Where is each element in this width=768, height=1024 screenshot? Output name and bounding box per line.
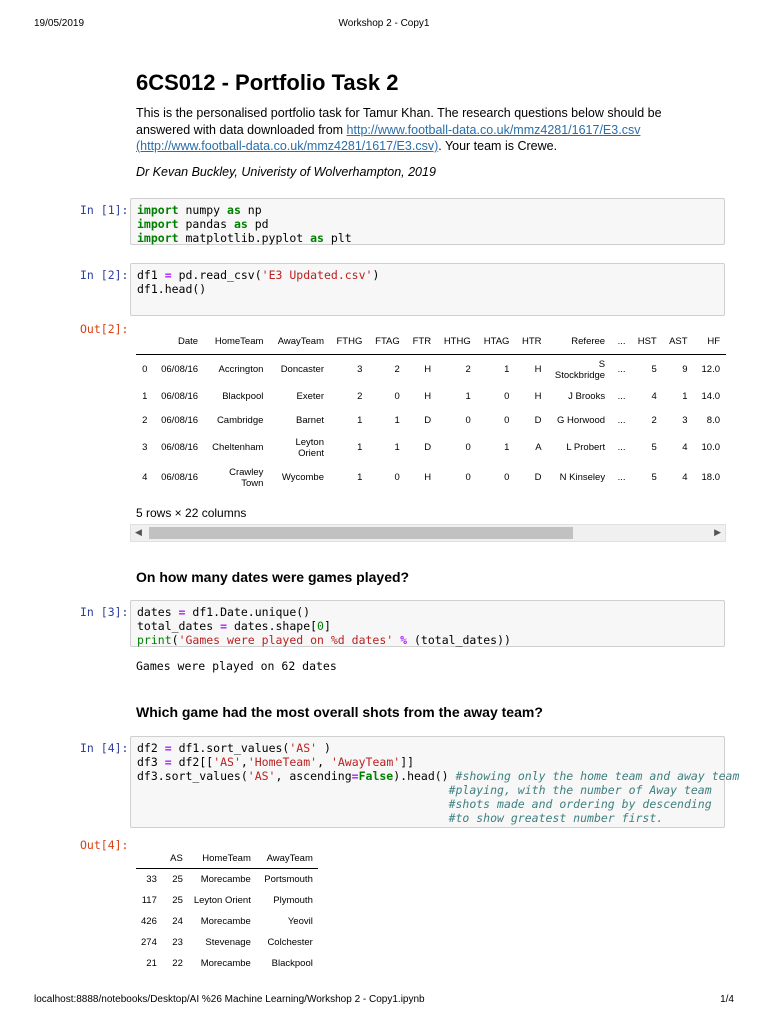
col-header-ftr: FTR	[406, 328, 437, 355]
table-cell: Accrington	[218, 364, 264, 376]
table-cell: Blackpool	[222, 391, 264, 402]
dataframe-table-2	[136, 848, 318, 974]
in-prompt-2: In [2]:	[80, 268, 129, 282]
dataframe-table-1	[136, 328, 726, 493]
table-cell: D	[534, 472, 542, 483]
table-cell: 0	[394, 391, 400, 402]
table-cell: 5	[651, 364, 657, 376]
table-cell: Morecambe	[200, 958, 251, 969]
table-cell: 2	[142, 415, 148, 426]
table-cell: 8.0	[706, 415, 720, 426]
table-cell: H	[424, 364, 432, 376]
table-cell: 06/08/16	[161, 364, 199, 376]
table-cell: 274	[141, 937, 157, 948]
table-cell: Plymouth	[273, 895, 313, 906]
table-cell: Leyton Orient	[193, 895, 251, 906]
table-cell: Exeter	[296, 391, 324, 402]
table-row	[136, 463, 726, 493]
code-cell-3[interactable]: dates = df1.Date.unique() total_dates = dates.shape[0] print('Games were played on %d dates' % (total_dates))	[130, 600, 725, 647]
table-cell: 426	[141, 916, 157, 927]
data-link[interactable]: http://www.football-data.co.uk/mmz4281/1617/E3.csv	[346, 122, 641, 137]
table-cell: L Probert	[566, 442, 606, 453]
table-cell: 25	[172, 874, 183, 885]
table-cell: 0	[465, 442, 471, 453]
table-cell: 3	[142, 442, 148, 453]
table-cell: Leyton Orient	[295, 436, 324, 459]
col-header-htr: HTR	[515, 328, 547, 355]
table-cell: 1	[504, 364, 510, 376]
print-footer	[34, 994, 734, 1008]
table-cell: 0	[504, 415, 510, 426]
table-cell: 0	[504, 472, 510, 483]
intro-suffix: . Your team is Crewe.	[438, 139, 558, 153]
table-cell: Crawley Town	[229, 466, 264, 489]
table-cell: 117	[141, 895, 157, 906]
print-date: 19/05/2019	[34, 18, 85, 29]
table-cell: 2	[465, 364, 471, 376]
table-cell: 1	[504, 442, 510, 453]
table-row	[136, 355, 726, 385]
table-cell: D	[534, 415, 542, 426]
table-cell: ...	[617, 391, 626, 402]
table-cell: Barnet	[296, 415, 324, 426]
data-link-text[interactable]: (http://www.football-data.co.uk/mmz4281/1617/E3.csv)	[136, 139, 439, 153]
table-row	[136, 953, 318, 974]
table-cell: 06/08/16	[161, 442, 199, 453]
in-prompt-4: In [4]:	[80, 741, 129, 755]
in-prompt-1: In [1]:	[80, 203, 129, 217]
table-header-row	[136, 328, 726, 355]
table-row	[136, 890, 318, 911]
question-1-heading: On how many dates were games played?	[136, 569, 410, 585]
table-cell: Portsmouth	[264, 874, 313, 885]
table-cell: 14.0	[701, 391, 720, 402]
table-cell: 1	[142, 391, 148, 402]
table-cell: 1	[394, 415, 400, 426]
intro-prefix: This is the personalised portfolio task for Tamur Khan. The research questions below should be answered with data downloaded from	[136, 106, 662, 137]
print-header	[34, 18, 734, 32]
table-cell: Colchester	[267, 937, 313, 948]
table-row	[136, 911, 318, 932]
table-cell: D	[424, 442, 432, 453]
col-header-awayteam: AwayTeam	[269, 328, 330, 355]
page-number: 1/4	[720, 994, 734, 1005]
table-cell: 0	[465, 415, 471, 426]
col-header-hf: HF	[694, 328, 726, 355]
question-2-heading: Which game had the most overall shots from the away team?	[136, 704, 543, 720]
code-cell-2[interactable]: df1 = pd.read_csv('E3 Updated.csv') df1.head()	[130, 263, 725, 316]
table-cell: 1	[357, 415, 363, 426]
code-cell-1[interactable]: import numpy as np import pandas as pd import matplotlib.pyplot as plt	[130, 198, 725, 245]
table-cell: 2	[357, 391, 363, 402]
print-title: Workshop 2 - Copy1	[338, 18, 430, 29]
table-cell: 33	[146, 874, 157, 885]
table-cell: ...	[617, 415, 626, 426]
table-row	[136, 409, 726, 433]
table-row	[136, 433, 726, 463]
table-cell: Cheltenham	[212, 442, 264, 453]
table-cell: 4	[682, 442, 688, 453]
table-header-row	[136, 848, 318, 869]
col-header-fthg: FTHG	[330, 328, 368, 355]
table-cell: 0	[142, 364, 148, 376]
dataframe-shape-info: 5 rows × 22 columns	[136, 506, 247, 520]
table-row	[136, 932, 318, 953]
cell-3-output: Games were played on 62 dates	[136, 659, 337, 673]
col-header-hthg: HTHG	[437, 328, 477, 355]
table-cell: Wycombe	[281, 472, 324, 483]
table-cell: 0	[465, 472, 471, 483]
page-title: 6CS012 - Portfolio Task 2	[136, 70, 399, 95]
table-cell: 1	[357, 442, 363, 453]
scroll-right-icon[interactable]: ▶	[714, 527, 721, 537]
table-cell: H	[424, 472, 432, 483]
table-cell: H	[534, 364, 542, 376]
table-cell: 12.0	[701, 364, 720, 376]
col-header-awayteam: AwayTeam	[256, 848, 318, 869]
table-cell: 0	[394, 472, 400, 483]
table-cell: 06/08/16	[161, 391, 199, 402]
table-cell: J Brooks	[568, 391, 606, 402]
table-cell: 18.0	[701, 472, 720, 483]
col-header-hometeam: HomeTeam	[204, 328, 269, 355]
table-cell: N Kinseley	[559, 472, 606, 483]
table-cell: H	[424, 391, 432, 402]
table-cell: Morecambe	[200, 916, 251, 927]
col-header-date: Date	[153, 328, 204, 355]
table-cell: ...	[617, 472, 626, 483]
table-cell: 5	[651, 472, 657, 483]
table-cell: Morecambe	[200, 874, 251, 885]
table-cell: 1	[394, 442, 400, 453]
table-cell: 0	[504, 391, 510, 402]
table-cell: 4	[651, 391, 657, 402]
col-header-index	[136, 328, 153, 355]
table-cell: 1	[682, 391, 688, 402]
table-cell: Cambridge	[216, 415, 264, 426]
table-cell: 5	[651, 442, 657, 453]
table-cell: 06/08/16	[161, 415, 199, 426]
table-row	[136, 869, 318, 891]
table-cell: 1	[465, 391, 471, 402]
in-prompt-3: In [3]:	[80, 605, 129, 619]
scrollbar-thumb[interactable]	[149, 527, 573, 539]
col-header-htag: HTAG	[477, 328, 516, 355]
table-cell: 23	[172, 937, 183, 948]
table-cell: ...	[617, 364, 626, 376]
table-cell: S Stockbridge	[554, 358, 606, 381]
table-cell: Doncaster	[280, 364, 324, 376]
table-cell: Yeovil	[287, 916, 313, 927]
table-cell: H	[534, 391, 542, 402]
horizontal-scrollbar[interactable]	[130, 524, 726, 542]
table-cell: 2	[394, 364, 400, 376]
col-header-ast: AST	[663, 328, 694, 355]
table-cell: 1	[357, 472, 363, 483]
author-line: Dr Kevan Buckley, Univeristy of Wolverhampton, 2019	[136, 165, 436, 179]
dataframe-output-1	[136, 328, 726, 498]
table-cell: 4	[682, 472, 688, 483]
table-cell: 06/08/16	[161, 472, 199, 483]
table-cell: G Horwood	[557, 415, 606, 426]
col-header-index	[136, 848, 162, 869]
table-cell: 10.0	[701, 442, 720, 453]
table-cell: Blackpool	[271, 958, 313, 969]
table-cell: 3	[357, 364, 363, 376]
out-prompt-2: Out[2]:	[80, 322, 129, 336]
table-cell: A	[535, 442, 542, 453]
table-cell: 2	[651, 415, 657, 426]
table-cell: 4	[142, 472, 148, 483]
table-cell: 21	[146, 958, 157, 969]
table-cell: 9	[682, 364, 688, 376]
col-header-ellipsis: ...	[611, 328, 631, 355]
page-url: localhost:8888/notebooks/Desktop/AI %26 Machine Learning/Workshop 2 - Copy1.ipynb	[34, 994, 425, 1005]
table-cell: ...	[617, 442, 626, 453]
table-cell: 3	[682, 415, 688, 426]
col-header-hst: HST	[632, 328, 663, 355]
table-cell: Stevenage	[205, 937, 251, 948]
table-row	[136, 385, 726, 409]
col-header-ftag: FTAG	[368, 328, 405, 355]
table-cell: 22	[172, 958, 183, 969]
table-cell: D	[424, 415, 432, 426]
scroll-left-icon[interactable]: ◀	[135, 527, 142, 537]
intro-paragraph	[136, 105, 716, 155]
table-cell: 25	[172, 895, 183, 906]
col-header-referee: Referee	[548, 328, 612, 355]
col-header-as: AS	[162, 848, 188, 869]
table-cell: 24	[172, 916, 183, 927]
out-prompt-4: Out[4]:	[80, 838, 129, 852]
col-header-hometeam: HomeTeam	[188, 848, 256, 869]
code-cell-4[interactable]: df2 = df1.sort_values('AS' ) df3 = df2[['AS','HomeTeam', 'AwayTeam']] df3.sort_values('AS', ascending=False).head() #showing only the home team and away team #playing, with the number of Away team #shots made and ordering by descending #to show greatest number first.	[130, 736, 725, 828]
